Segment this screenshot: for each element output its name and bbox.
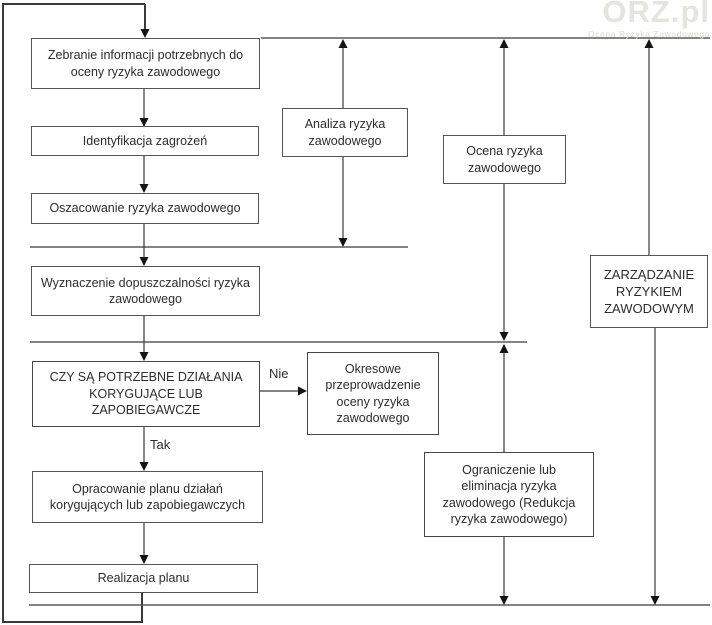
arrowhead-analiza-bottom (339, 238, 348, 247)
node-zarzadzanie-ryzykiem: ZARZĄDZANIE RYZYKIEM ZAWODOWYM (590, 255, 708, 328)
arrowhead-analiza-top (339, 39, 348, 48)
node-oszacowanie-ryzyka: Oszacowanie ryzyka zawodowego (31, 193, 259, 224)
arrowhead-ograniczenie-top (500, 344, 509, 353)
arrowhead-zarzadzanie-bottom (651, 596, 660, 605)
arrowhead-ocena-top (500, 39, 509, 48)
edge-label-tak: Tak (150, 437, 171, 452)
node-realizacja-planu: Realizacja planu (29, 564, 258, 593)
arrowhead-decyzja (140, 352, 149, 361)
node-wyznaczenie-dopuszczalnosci: Wyznaczenie dopuszczalności ryzyka zawodowego (31, 266, 260, 316)
node-zebranie-informacji: Zebranie informacji potrzebnych do oceny ryzyka zawodowego (31, 38, 260, 89)
node-ocena-ryzyka: Ocena ryzyka zawodowego (443, 135, 566, 184)
arrowhead-wyznaczenie (140, 257, 149, 266)
arrowhead-oszacowanie (140, 184, 149, 193)
arrowhead-zarzadzanie-top (645, 39, 654, 48)
edge-label-nie: Nie (269, 366, 289, 381)
orz-logo (588, 0, 710, 39)
arrowhead-into-zebranie (141, 29, 150, 38)
node-ograniczenie-eliminacja: Ograniczenie lub eliminacja ryzyka zawodowego (Redukcja ryzyka zawodowego) (424, 452, 594, 537)
arrowhead-realizacja (140, 555, 149, 564)
node-opracowanie-planu: Opracowanie planu działań korygujących lub zapobiegawczych (32, 471, 263, 523)
node-analiza-ryzyka: Analiza ryzyka zawodowego (282, 108, 408, 157)
arrowhead-ograniczenie-bottom (500, 596, 509, 605)
node-decyzja-dzialania: CZY SĄ POTRZEBNE DZIAŁANIA KORYGUJĄCE LUB ZAPOBIEGAWCZE (32, 361, 260, 427)
arrowhead-ocena-bottom (500, 332, 509, 341)
node-okresowe-przeprowadzenie: Okresowe przeprowadzenie oceny ryzyka zawodowego (307, 352, 439, 435)
arrowhead-opracowanie (140, 462, 149, 471)
orz-logo-tagline: Ocena Ryzyka Zawodowego (588, 28, 710, 39)
node-identyfikacja-zagrozen: Identyfikacja zagrożeń (31, 126, 259, 156)
arrowhead-okresowe (298, 387, 307, 396)
orz-logo-title: ORZ.pl (602, 0, 710, 29)
